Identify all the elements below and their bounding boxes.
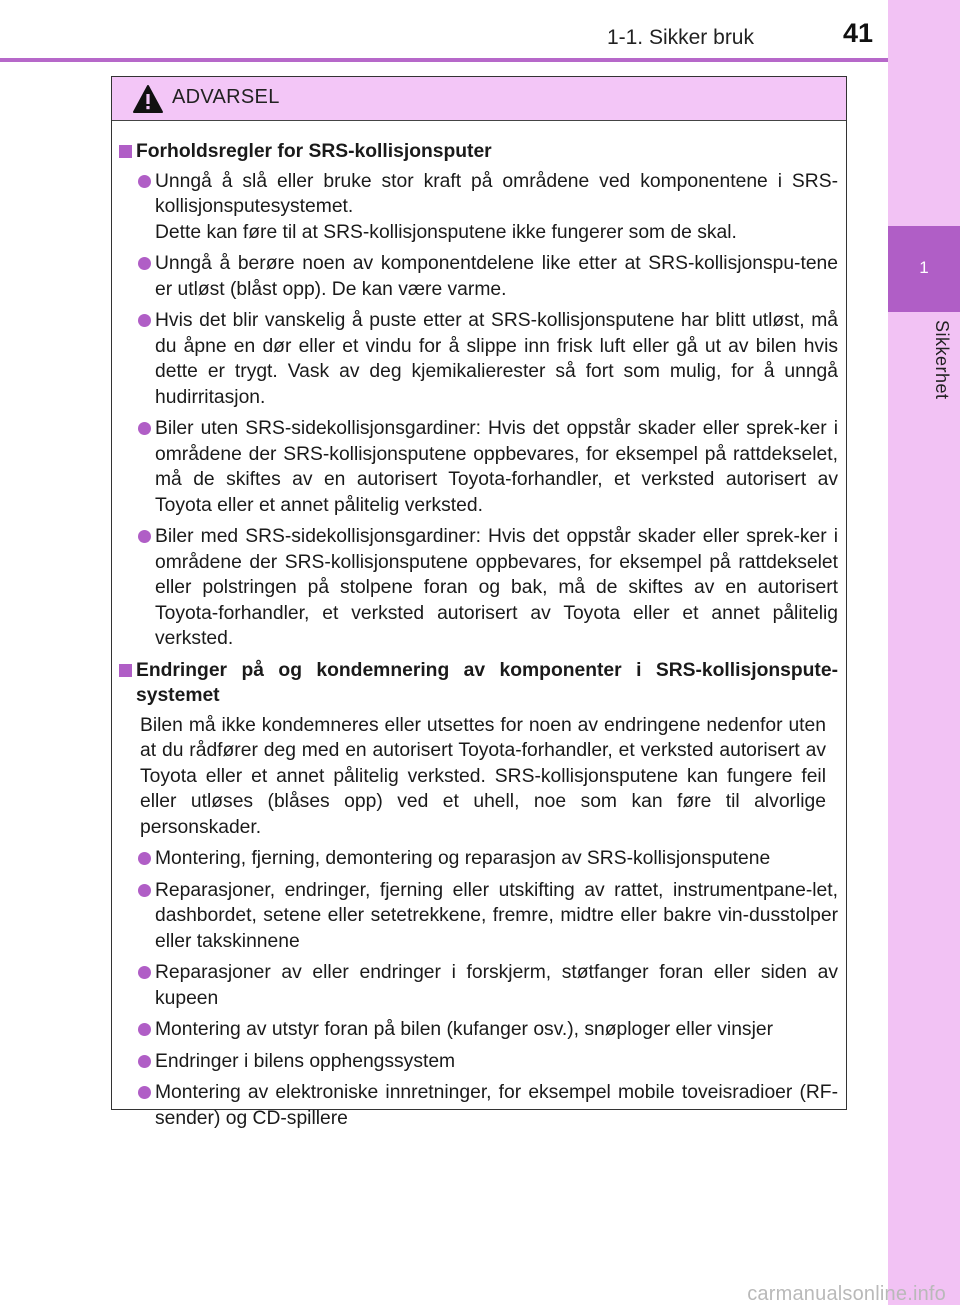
section-paragraph: Bilen må ikke kondemneres eller utsettes for noen av endringene nedenfor uten at du rådfører deg med en autorisert Toyota-forhandler, et verksted autorisert av Toyota eller et annet pålitelig verksted. SRS-kollisjonsputene kan fungere feil eller utløses (blåses opp) ved et uhell, noe som kan føre til alvorlige personskader.: [140, 714, 826, 838]
list-item-text: Reparasjoner av eller endringer i forskjerm, støtfanger foran eller siden av kupeen: [155, 962, 838, 1009]
warning-body: [112, 121, 846, 1131]
list-item: [118, 1049, 838, 1075]
section-heading: [118, 658, 838, 709]
list-item: [118, 1080, 838, 1131]
list-item-text: Unngå å slå eller bruke stor kraft på områdene ved komponentene i SRS-kollisjonsputesystemet.: [155, 170, 838, 217]
list-item: [118, 846, 838, 872]
chapter-label: Sikkerhet: [932, 320, 952, 400]
circle-bullet-icon: [138, 1023, 151, 1036]
chapter-tab[interactable]: [888, 226, 960, 312]
circle-bullet-icon: [138, 530, 151, 543]
list-item-text: Montering, fjerning, demontering og reparasjon av SRS-kollisjonsputene: [155, 848, 771, 869]
list-item-text: Montering av elektroniske innretninger, for eksempel mobile toveisradioer (RF-sender) og CD-spillere: [155, 1082, 838, 1129]
chapter-number: 1: [919, 258, 929, 277]
list-item-text: Reparasjoner, endringer, fjerning eller utskifting av rattet, instrumentpane-let, dashbordet, setene eller setetrekkene, fremre, midtre eller bakre vin-dusstolper eller takskinnene: [155, 879, 838, 952]
warning-title: ADVARSEL: [172, 86, 280, 108]
list-item: [118, 524, 838, 652]
list-item-text: Biler uten SRS-sidekollisjonsgardiner: Hvis det oppstår skader eller sprek-ker i områdene der SRS-kollisjonsputene oppbevares, for eksempel på rattdekselet, må de skiftes av en autorisert Toyota-forhandler, et verksted autorisert av Toyota eller et annet pålitelig verksted.: [155, 418, 838, 516]
circle-bullet-icon: [138, 314, 151, 327]
warning-box: [111, 76, 847, 1129]
watermark: carmanualsonline.info: [747, 1283, 946, 1305]
section-heading-text: Endringer på og kondemnering av komponenter i SRS-kollisjonspute-systemet: [136, 659, 838, 706]
section-heading: [118, 139, 838, 165]
circle-bullet-icon: [138, 966, 151, 979]
header-rule: [0, 58, 888, 62]
warning-header: [112, 77, 846, 121]
section-title: 1-1. Sikker bruk: [606, 26, 754, 49]
circle-bullet-icon: [138, 257, 151, 270]
warning-section: [118, 658, 838, 1132]
list-item-text: Endringer i bilens opphengssystem: [155, 1050, 456, 1072]
list-item: [118, 1017, 838, 1043]
list-item-text: Unngå å berøre noen av komponentdelene like etter at SRS-kollisjonspu-tene er utløst (blåst opp). De kan være varme.: [155, 253, 838, 300]
warning-triangle-icon: [132, 84, 164, 114]
list-item: [118, 878, 838, 955]
list-item: [118, 169, 838, 246]
circle-bullet-icon: [138, 422, 151, 435]
section-heading-text: Forholdsregler for SRS-kollisjonsputer: [136, 141, 492, 162]
list-item: [118, 308, 838, 410]
side-strip: [888, 0, 960, 1305]
circle-bullet-icon: [138, 884, 151, 897]
list-item-text: Biler med SRS-sidekollisjonsgardiner: Hvis det oppstår skader eller sprek-ker i områdene der SRS-kollisjonsputene oppbevares, for eksempel på rattdekselet eller polstringen på stolpene foran og bak, må de skiftes av en autorisert Toyota-forhandler, et verksted autorisert av Toyota eller et annet pålitelig verksted.: [155, 526, 838, 649]
list-item: [118, 251, 838, 302]
list-item-text: Dette kan føre til at SRS-kollisjonsputene ikke fungerer som de skal.: [155, 221, 737, 243]
list-item-text: Montering av utstyr foran på bilen (kufanger osv.), snøploger eller vinsjer: [155, 1019, 773, 1040]
list-item-text: Hvis det blir vanskelig å puste etter at SRS-kollisjonsputene har blitt utløst, må du åpne en dør eller et vindu for å slippe inn frisk luft eller gå ut av bilen hvis dette er trygt. Vask av deg kjemikalierester så fort som mulig, for å unngå hudirritasjon.: [155, 310, 838, 408]
circle-bullet-icon: [138, 1055, 151, 1068]
square-bullet-icon: [119, 664, 132, 677]
list-item: [118, 960, 838, 1011]
list-item: [118, 416, 838, 518]
circle-bullet-icon: [138, 175, 151, 188]
warning-section: [118, 139, 838, 652]
square-bullet-icon: [119, 145, 132, 158]
circle-bullet-icon: [138, 852, 151, 865]
page-number: 41: [843, 18, 874, 48]
circle-bullet-icon: [138, 1086, 151, 1099]
